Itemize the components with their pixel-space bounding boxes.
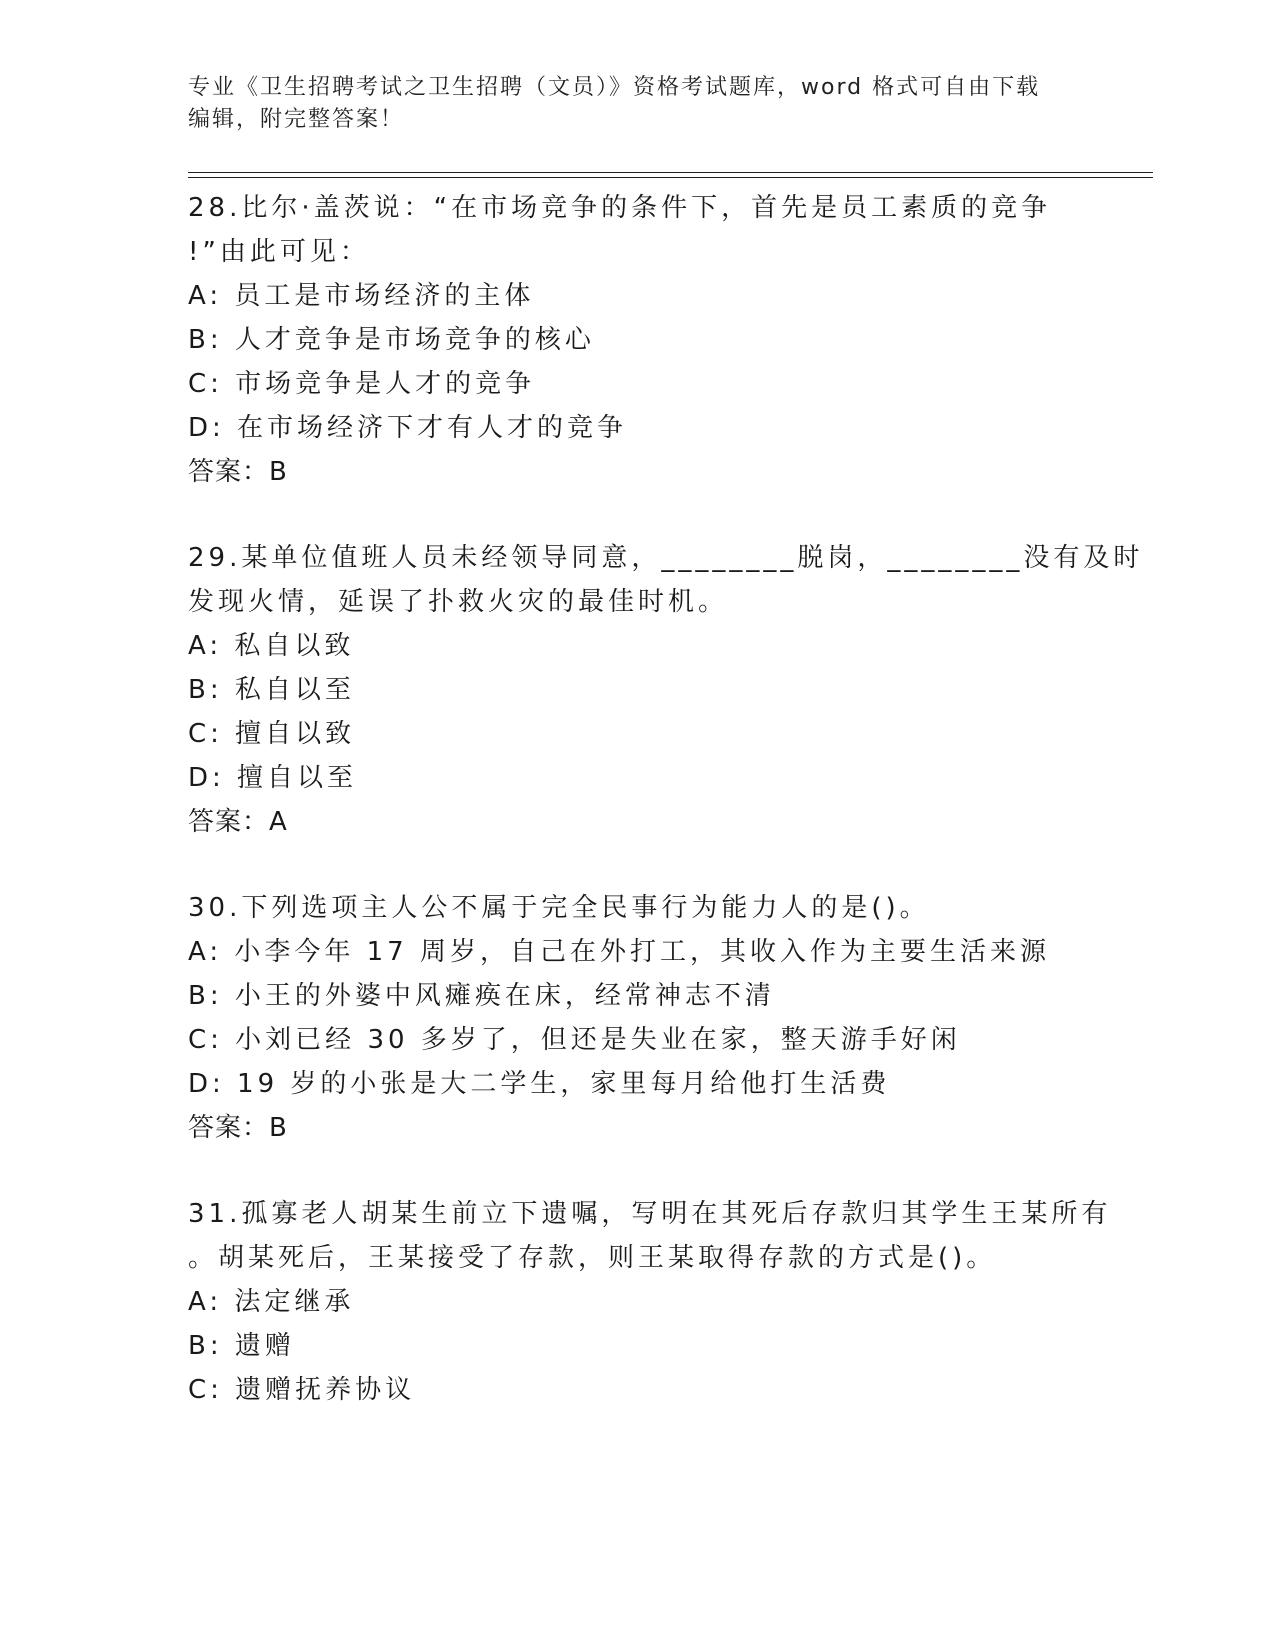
option-d: D: 擅自以至 — [188, 763, 358, 793]
header-line-2: 编辑，附完整答案！ — [188, 107, 405, 132]
header-rule-bottom — [188, 177, 1153, 178]
header-rule-top — [188, 172, 1153, 173]
option-d: D: 19 岁的小张是大二学生，家里每月给他打生活费 — [188, 1069, 891, 1099]
option-a: A: 员工是市场经济的主体 — [188, 281, 535, 311]
question-stem-line: 31.孤寡老人胡某生前立下遗嘱，写明在其死后存款归其学生王某所有 — [188, 1199, 1112, 1229]
option-c: C: 小刘已经 30 多岁了，但还是失业在家，整天游手好闲 — [188, 1025, 961, 1055]
answer: 答案：A — [188, 807, 288, 837]
option-b: B: 人才竞争是市场竞争的核心 — [188, 325, 595, 355]
question-stem-line: 29.某单位值班人员未经领导同意，________脱岗，________没有及时 — [188, 543, 1144, 573]
header-line-1: 专业《卫生招聘考试之卫生招聘（文员）》资格考试题库，word 格式可自由下载 — [188, 75, 1041, 100]
option-d: D: 在市场经济下才有人才的竞争 — [188, 413, 628, 443]
question-stem-line: 发现火情，延误了扑救火灾的最佳时机。 — [188, 587, 729, 617]
question-stem-line: 30.下列选项主人公不属于完全民事行为能力人的是()。 — [188, 893, 930, 923]
option-b: B: 私自以至 — [188, 675, 355, 705]
option-a: A: 法定继承 — [188, 1287, 355, 1317]
question-stem-line: 28.比尔·盖茨说：“在市场竞争的条件下，首先是员工素质的竞争 — [188, 193, 1052, 223]
option-c: C: 遗赠抚养协议 — [188, 1375, 416, 1405]
question-stem-line: 。胡某死后，王某接受了存款，则王某取得存款的方式是()。 — [188, 1243, 997, 1273]
option-b: B: 小王的外婆中风瘫痪在床，经常神志不清 — [188, 981, 775, 1011]
answer: 答案：B — [188, 1113, 288, 1143]
option-a: A: 小李今年 17 周岁，自己在外打工，其收入作为主要生活来源 — [188, 937, 1050, 967]
option-c: C: 市场竞争是人才的竞争 — [188, 369, 536, 399]
option-c: C: 擅自以致 — [188, 719, 356, 749]
question-stem-line: !”由此可见： — [188, 237, 370, 267]
option-b: B: 遗赠 — [188, 1331, 295, 1361]
option-a: A: 私自以致 — [188, 631, 355, 661]
answer: 答案：B — [188, 457, 288, 487]
